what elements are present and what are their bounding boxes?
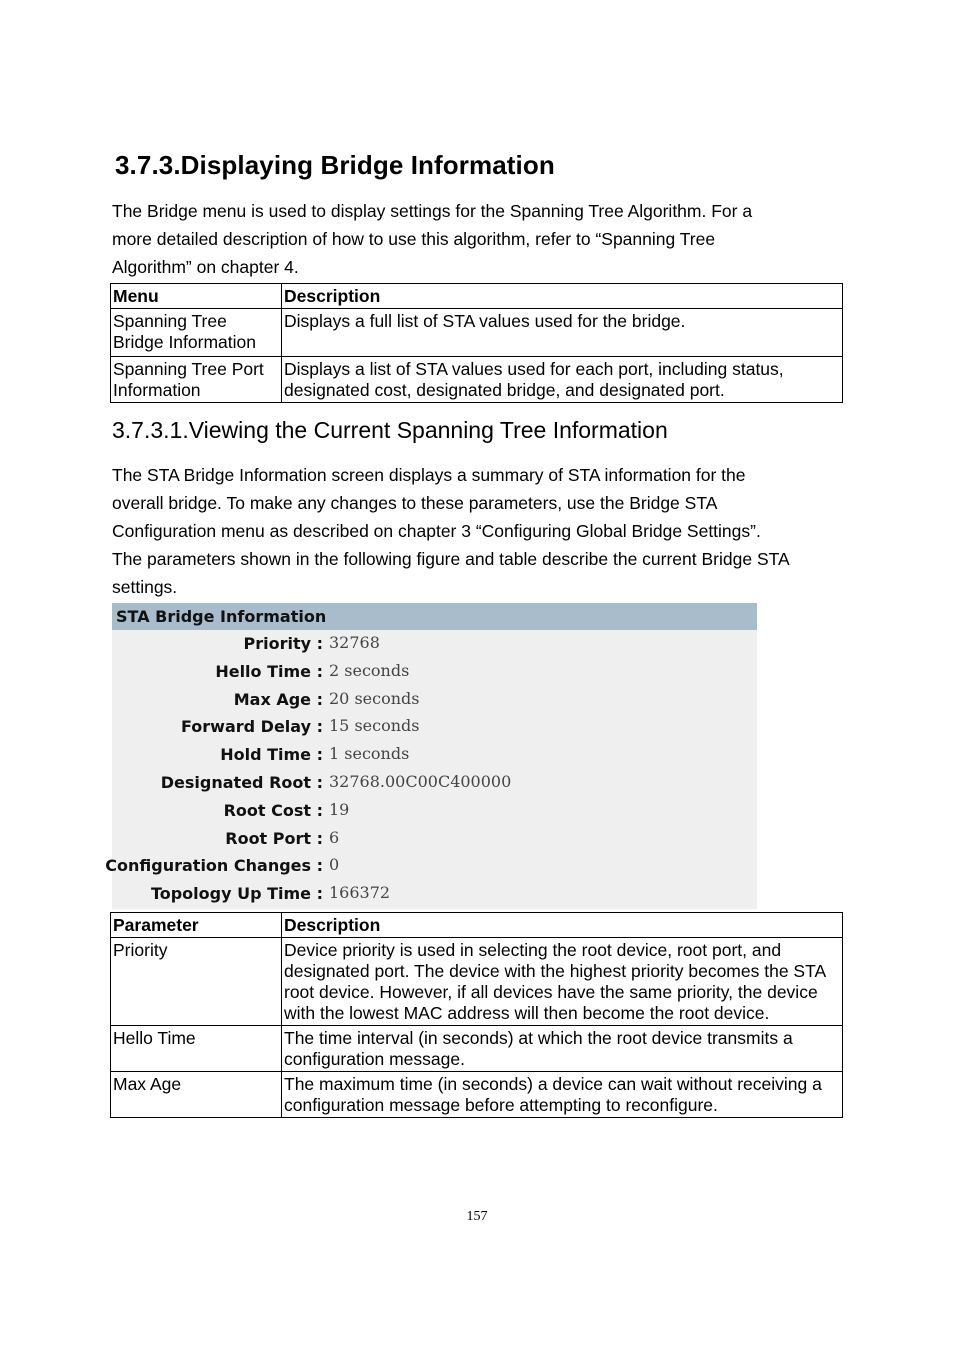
section-title: 3.7.3.Displaying Bridge Information xyxy=(115,150,555,180)
field-value: 32768.00C00C400000 xyxy=(329,771,512,791)
parameter-cell: Priority xyxy=(111,938,282,1026)
field-value: 15 seconds xyxy=(329,716,420,736)
table-header-description: Description xyxy=(282,913,843,938)
menu-cell: Spanning Tree Port Information xyxy=(111,357,282,403)
field-label: Hold Time : xyxy=(220,745,323,765)
parameter-cell: Max Age xyxy=(111,1072,282,1118)
table-header-row xyxy=(111,913,843,938)
table-row xyxy=(111,1072,843,1118)
intro-line: more detailed description of how to use this algorithm, refer to “Spanning Tree xyxy=(112,229,716,249)
table-row xyxy=(111,357,843,403)
table-header-description: Description xyxy=(282,284,843,309)
intro-paragraph xyxy=(112,197,847,281)
paragraph-line: The STA Bridge Information screen displays a summary of STA information for the xyxy=(112,465,746,485)
field-topology-up-time xyxy=(112,880,757,908)
field-hold-time xyxy=(112,741,757,769)
field-label: Forward Delay : xyxy=(181,717,323,737)
paragraph-line: The parameters shown in the following figure and table describe the current Bridge STA xyxy=(112,549,790,569)
field-value: 20 seconds xyxy=(329,688,420,708)
field-forward-delay xyxy=(112,713,757,741)
field-root-port xyxy=(112,825,757,853)
sta-bridge-information-panel xyxy=(105,603,757,909)
parameter-table xyxy=(110,912,843,1118)
field-label: Max Age : xyxy=(233,689,323,709)
page-number: 157 xyxy=(466,1209,488,1224)
table-row xyxy=(111,309,843,357)
field-label: Root Port : xyxy=(225,828,323,848)
field-value: 1 seconds xyxy=(329,744,410,764)
field-designated-root xyxy=(112,769,757,797)
field-root-cost xyxy=(112,797,757,825)
paragraph-line: overall bridge. To make any changes to these parameters, use the Bridge STA xyxy=(112,493,718,513)
paragraph-line: settings. xyxy=(112,577,178,597)
paragraph-line: Configuration menu as described on chapter 3 “Configuring Global Bridge Settings”. xyxy=(112,521,761,541)
field-max-age xyxy=(112,686,757,714)
field-hello-time xyxy=(112,658,757,686)
field-value: 6 xyxy=(329,827,340,847)
field-value: 0 xyxy=(329,855,340,875)
subsection-paragraph xyxy=(112,461,847,601)
field-value: 2 seconds xyxy=(329,660,410,680)
description-cell: The time interval (in seconds) at which the root device transmits a configuration message. xyxy=(282,1026,843,1072)
intro-line: The Bridge menu is used to display settings for the Spanning Tree Algorithm. For a xyxy=(112,201,753,221)
table-row xyxy=(111,938,843,1026)
table-header-parameter: Parameter xyxy=(111,913,282,938)
description-cell: Device priority is used in selecting the root device, root port, and designated port. The device with the highest priority becomes the STA root device. However, if all devices have the same priority, the device with the lowest MAC address will then become the root device. xyxy=(282,938,843,1026)
field-label: Root Cost : xyxy=(223,800,323,820)
menu-table xyxy=(110,283,843,403)
field-configuration-changes xyxy=(105,852,757,880)
subsection-title: 3.7.3.1.Viewing the Current Spanning Tree Information xyxy=(112,417,668,443)
menu-cell: Spanning Tree Bridge Information xyxy=(111,309,282,357)
field-priority xyxy=(112,630,757,658)
table-header-menu: Menu xyxy=(111,284,282,309)
parameter-cell: Hello Time xyxy=(111,1026,282,1072)
field-label: Topology Up Time : xyxy=(150,884,323,904)
intro-line: Algorithm” on chapter 4. xyxy=(112,257,299,277)
field-label: Hello Time : xyxy=(215,661,323,681)
description-cell: Displays a full list of STA values used for the bridge. xyxy=(282,309,843,357)
field-value: 19 xyxy=(329,799,350,819)
table-row xyxy=(111,1026,843,1072)
description-cell: The maximum time (in seconds) a device can wait without receiving a configuration message before attempting to reconfigure. xyxy=(282,1072,843,1118)
field-label: Priority : xyxy=(243,634,323,653)
field-value: 32768 xyxy=(329,633,380,652)
panel-title: STA Bridge Information xyxy=(112,603,757,630)
field-value: 166372 xyxy=(329,883,391,903)
description-cell: Displays a list of STA values used for each port, including status, designated cost, designated bridge, and designated port. xyxy=(282,357,843,403)
table-header-row xyxy=(111,284,843,309)
field-label: Designated Root : xyxy=(160,772,323,792)
field-label: Configuration Changes : xyxy=(105,856,323,876)
